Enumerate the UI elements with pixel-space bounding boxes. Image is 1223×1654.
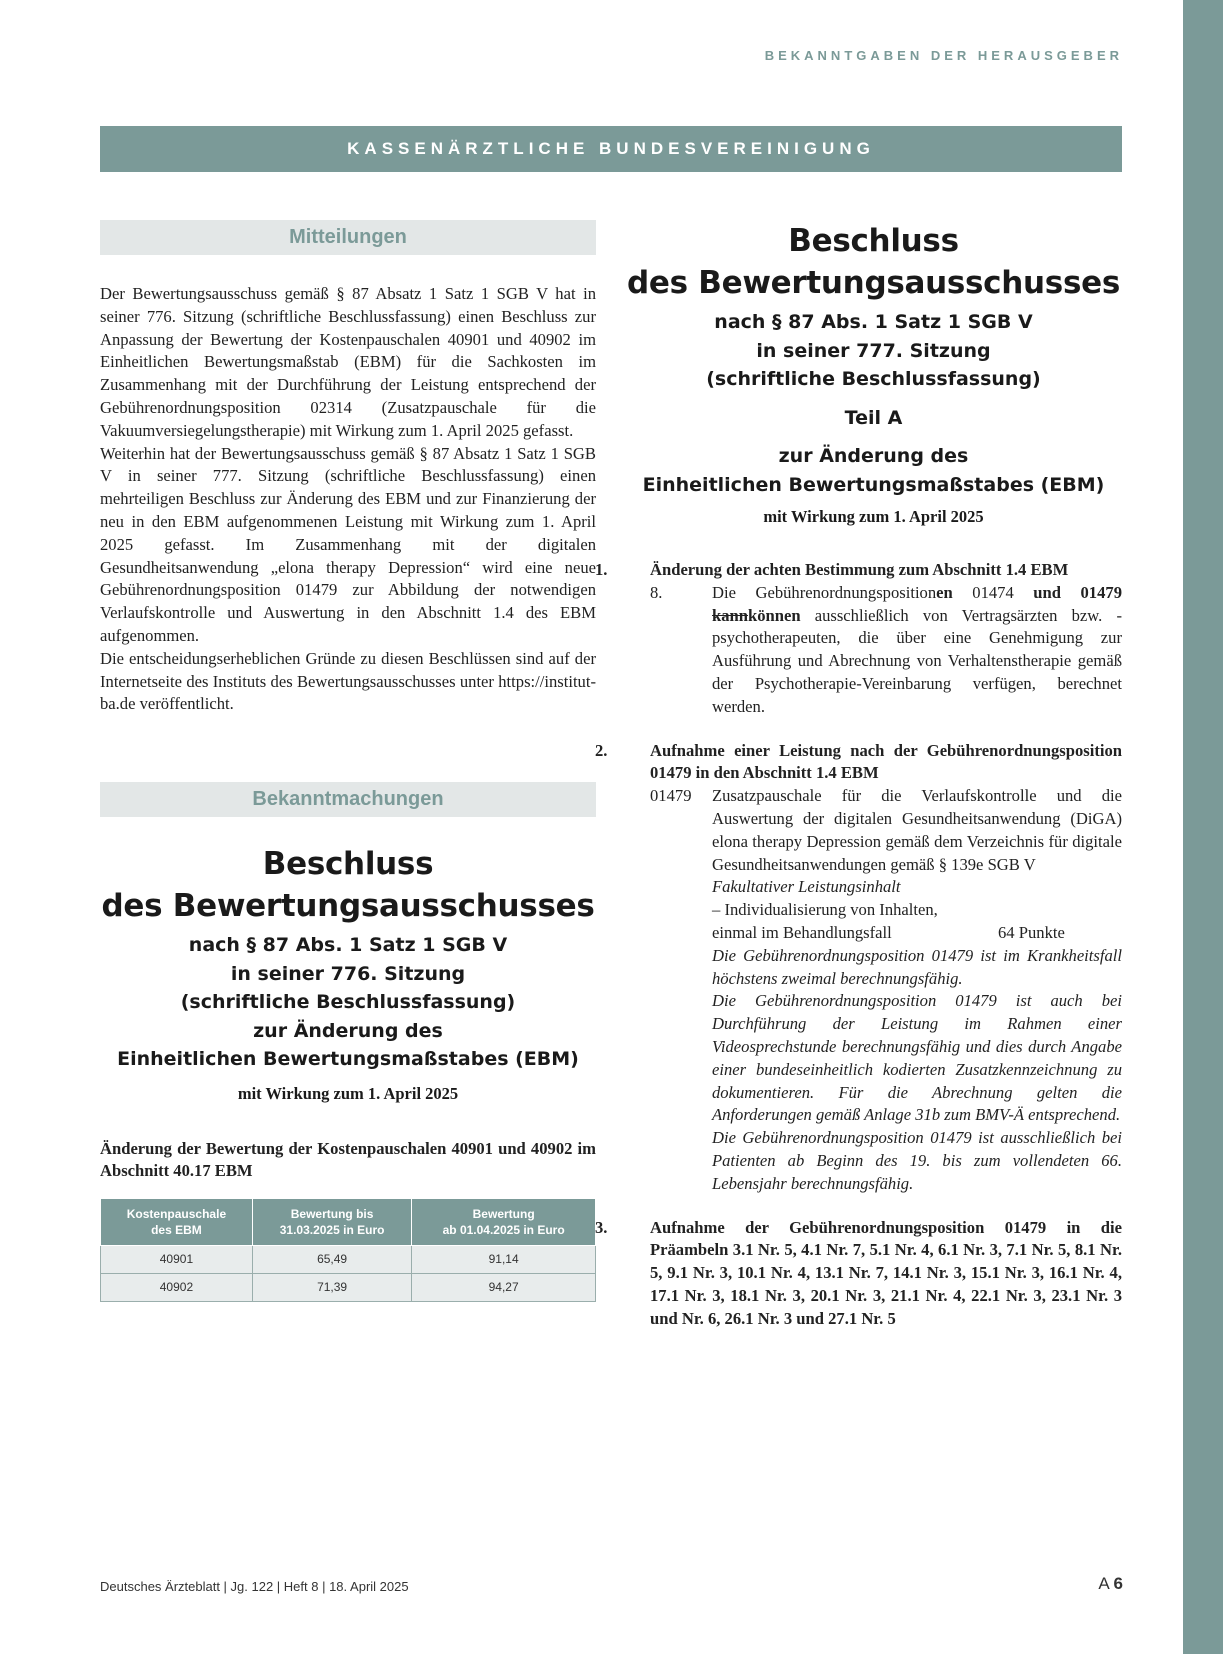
rubric-bekanntmachungen: Bekanntmachungen: [100, 782, 596, 817]
paragraph: Weiterhin hat der Bewertungsausschuss gemäß § 87 Absatz 1 Satz 1 SGB V in seiner 777. Sitzung (schriftliche Beschlussfassung) einen mehrteiligen Beschluss zur Änderung des EBM und zur Finanzierung der neu in den EBM aufgenommenen Leistung mit Wirkung zum 1. April 2025 gefasst. Im Zusammenhang mit der digitalen Gesundheitsanwendung „elona therapy Depression“ wird eine neue Gebührenordnungsposition 01479 zur Abbildung der notwendigen Verlaufskontrolle und Auswertung in den Abschnitt 1.4 des EBM aufgenommen.: [100, 443, 596, 645]
item-heading: Änderung der achten Bestimmung zum Abschnitt 1.4 EBM: [650, 560, 1069, 579]
table-heading: Änderung der Bewertung der Kostenpauschalen 40901 und 40902 im Abschnitt 40.17 EBM: [100, 1138, 596, 1181]
decision-subtitle: (schriftliche Beschlussfassung): [180, 991, 516, 1014]
provision-number: 8.: [650, 582, 663, 602]
item-heading: Aufnahme einer Leistung nach der Gebührenordnungsposition 01479 in den Abschnitt 1.4 EBM: [650, 740, 1122, 783]
amendment-item-2: [595, 740, 1122, 786]
cost-table: [100, 1199, 596, 1302]
decision-subtitle: Einheitlichen Bewertungsmaßstabes (EBM): [642, 473, 1105, 496]
decision-subtitle: in seiner 776. Sitzung: [230, 962, 466, 985]
fee-position-01479: [650, 785, 1122, 1195]
paragraph: Die entscheidungserheblichen Gründe zu diesen Beschlüssen sind auf der Internetseite des Instituts des Bewertungsausschusses unter https://institut-ba.de veröffentlicht.: [100, 648, 596, 714]
mitteilungen-text: [100, 283, 596, 716]
table-row: [101, 1273, 596, 1301]
billing-note: Die Gebührenordnungsposition 01479 ist ausschließlich bei Patienten ab Beginn des 19. bis zum vollendeten 66. Lebensjahr berechnungsfähig.: [712, 1128, 1122, 1193]
fee-description-text: Zusatzpauschale für die Verlaufskontrolle und die Auswertung der digitalen Gesundheitsanwendung (DiGA) elona therapy Depression gemäß dem Verzeichnis für digitale Gesundheitsanwendungen gemäß § 139e SGB V: [712, 786, 1122, 874]
decision-title: Beschluss: [262, 846, 434, 883]
left-column: [100, 220, 596, 1302]
table-cell: 40901: [101, 1245, 253, 1273]
right-column: [595, 220, 1122, 1331]
decision-title-block-776: [100, 843, 596, 1104]
decision-subtitle: (schriftliche Beschlussfassung): [706, 368, 1041, 390]
struck-text: kann: [712, 605, 748, 625]
side-color-bar: [1183, 0, 1223, 1654]
points-row: [712, 922, 1122, 945]
billing-note: Die Gebührenordnungsposition 01479 ist im Krankheitsfall höchstens zweimal berechnungsfähig.: [712, 945, 1122, 988]
effective-date: mit Wirkung zum 1. April 2025: [763, 507, 984, 526]
item-number: 3.: [595, 1217, 608, 1237]
table-cell: 94,27: [412, 1273, 596, 1301]
page-number: A 6: [1098, 1574, 1123, 1593]
optional-content-label: Fakultativer Leistungsinhalt: [712, 877, 901, 897]
paragraph: Der Bewertungsausschuss gemäß § 87 Absatz 1 Satz 1 SGB V hat in seiner 776. Sitzung (schriftliche Beschlussfassung) einen Beschluss zur Anpassung der Bewertung der Kostenpauschalen 40901 und 40902 im Einheitlichen Bewertungsmaßstab (EBM) für die Sachkosten im Zusammenhang mit der Durchführung der Leistung entsprechend der Gebührenordnungsposition 02314 (Zusatzpauschale für die Vakuumversiegelungstherapie) mit Wirkung zum 1. April 2025 gefasst.: [100, 284, 596, 440]
table-row: [101, 1245, 596, 1273]
amendment-item-3: [595, 1217, 1122, 1331]
rubric-mitteilungen: Mitteilungen: [100, 220, 596, 255]
table-cell: 40902: [101, 1273, 253, 1301]
running-head: BEKANNTGABEN DER HERAUSGEBER: [764, 48, 1123, 63]
fee-description: [712, 785, 1122, 1195]
optional-content-bullet: – Individualisierung von Inhalten,: [712, 900, 938, 920]
column-header: Kostenpauschale des EBM: [101, 1199, 253, 1246]
item-heading: Aufnahme der Gebührenordnungsposition 01479 in die Präambeln 3.1 Nr. 5, 4.1 Nr. 7, 5.1 Nr. 4, 6.1 Nr. 3, 7.1 Nr. 5, 8.1 Nr. 5, 9.1 Nr. 3, 10.1 Nr. 4, 13.1 Nr. 7, 14.1 Nr. 3, 15.1 Nr. 3, 16.1 Nr. 4, 17.1 Nr. 3, 18.1 Nr. 3, 20.1 Nr. 3, 21.1 Nr. 4, 22.1 Nr. 3, 23.1 Nr. 3 und Nr. 6, 26.1 Nr. 3 und 27.1 Nr. 5: [650, 1217, 1122, 1328]
section-banner: KASSENÄRZTLICHE BUNDESVEREINIGUNG: [100, 126, 1122, 172]
item-number: 2.: [595, 740, 608, 760]
decision-title: des Bewertungsausschusses: [627, 265, 1120, 301]
frequency-text: einmal im Behandlungsfall: [712, 922, 892, 942]
decision-subtitle: zur Änderung des: [778, 445, 969, 467]
decision-subtitle: nach § 87 Abs. 1 Satz 1 SGB V: [188, 934, 508, 957]
decision-title: des Bewertungsausschusses: [101, 888, 595, 925]
provision-8: [650, 582, 1122, 719]
provision-text: Die Gebührenordnungspositionen 01474 und 01479 kannkönnen ausschließlich von Vertragsärzten bzw. -psychotherapeuten, die über eine Genehmigung zur Ausführung und Abrechnung von Verhaltenstherapie gemäß der Psychotherapie-Vereinbarung verfügen, berechnet werden.: [712, 582, 1122, 716]
decision-subtitle: zur Änderung des: [253, 1019, 443, 1042]
footer-citation: Deutsches Ärzteblatt | Jg. 122 | Heft 8 | 18. April 2025: [100, 1579, 409, 1594]
decision-subtitle: Einheitlichen Bewertungsmaßstabes (EBM): [117, 1048, 579, 1071]
table-header-row: [101, 1199, 596, 1246]
points-value: 64 Punkte: [998, 922, 1065, 942]
table-cell: 65,49: [252, 1245, 411, 1273]
decision-subtitle: in seiner 777. Sitzung: [756, 339, 991, 362]
column-header: Bewertung ab 01.04.2025 in Euro: [412, 1199, 596, 1246]
column-header: Bewertung bis 31.03.2025 in Euro: [252, 1199, 411, 1246]
table-cell: 91,14: [412, 1245, 596, 1273]
item-number: 1.: [595, 560, 608, 579]
decision-title: Beschluss: [788, 223, 959, 259]
part-label: Teil A: [844, 406, 903, 429]
decision-title-block-777: [625, 220, 1122, 527]
effective-date: mit Wirkung zum 1. April 2025: [237, 1083, 459, 1103]
fee-code: 01479: [650, 786, 692, 806]
table-cell: 71,39: [252, 1273, 411, 1301]
decision-subtitle: nach § 87 Abs. 1 Satz 1 SGB V: [714, 311, 1033, 333]
amendment-item-1: [595, 559, 1122, 582]
billing-note: Die Gebührenordnungsposition 01479 ist auch bei Durchführung der Leistung im Rahmen einer Videosprechstunde berechnungsfähig und dies durch Angabe einer bundeseinheitlich kodierten Zusatzkennzeichnung zu dokumentieren. Für die Abrechnung gelten die Anforderungen gemäß Anlage 31b zum BMV-Ä entsprechend.: [712, 991, 1122, 1125]
